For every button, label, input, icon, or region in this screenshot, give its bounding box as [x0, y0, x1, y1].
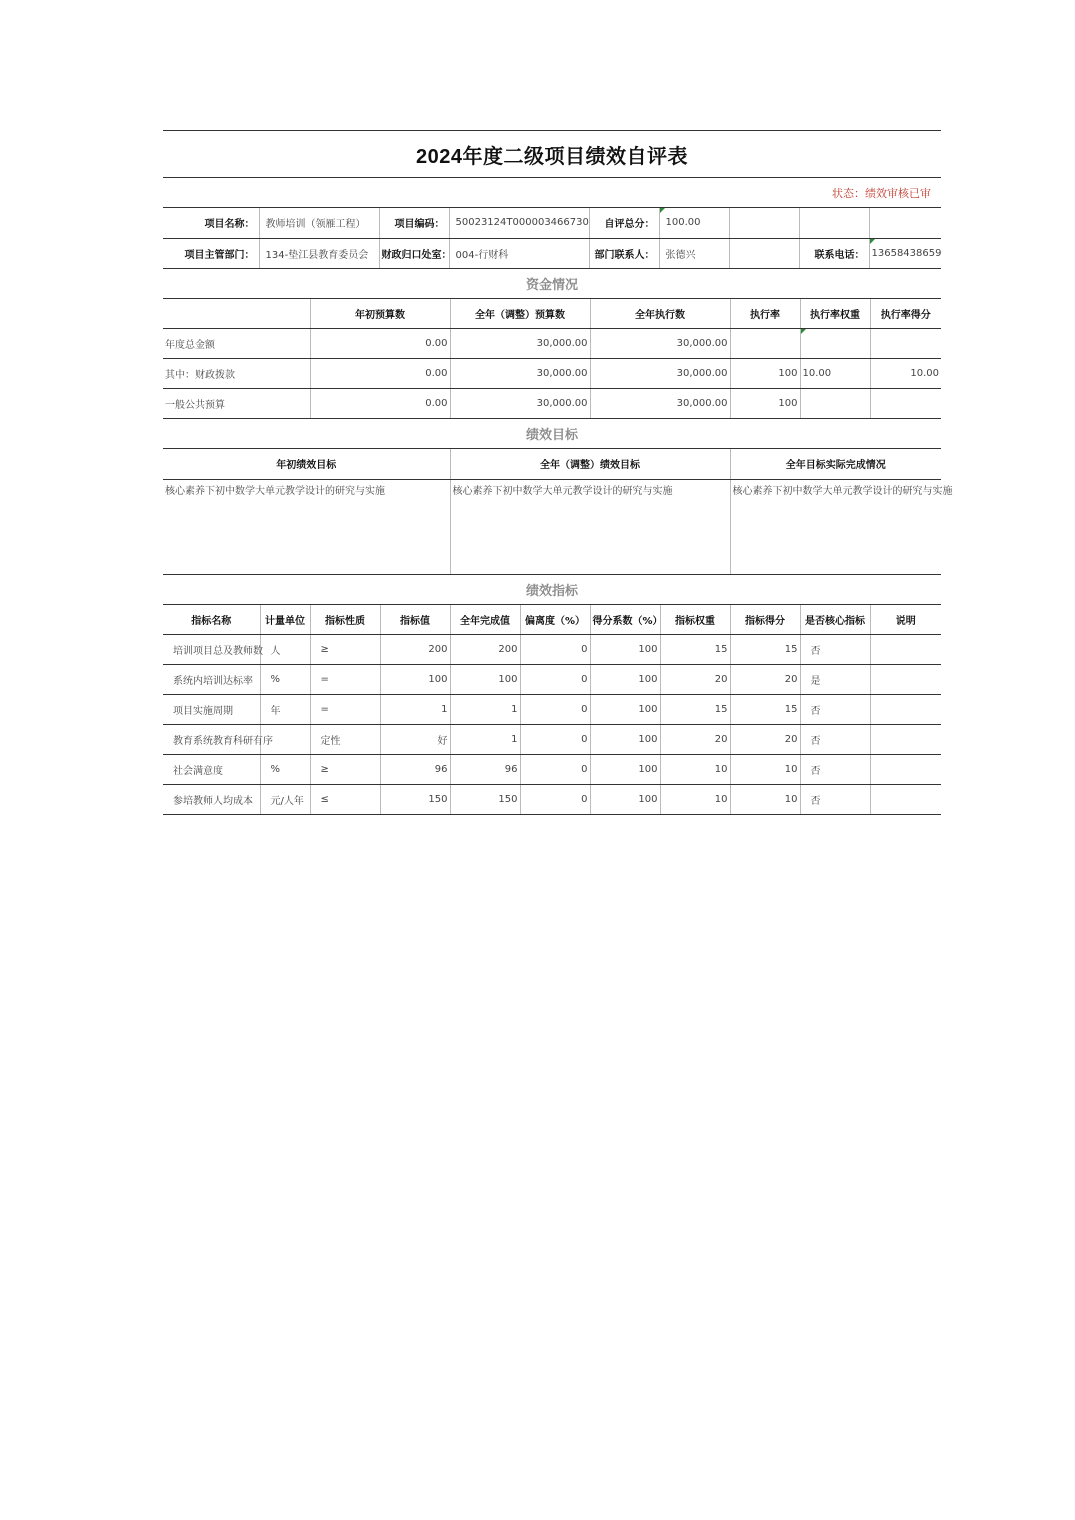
- funding-cell: 30,000.00: [450, 329, 590, 359]
- indicator-score: 15: [730, 695, 800, 725]
- actual-completion-text: 核心素养下初中数学大单元教学设计的研究与实施: [730, 479, 941, 574]
- initial-goal-text: 核心素养下初中数学大单元教学设计的研究与实施: [163, 479, 450, 574]
- funding-cell: [800, 389, 870, 419]
- funding-cell: 100: [730, 389, 800, 419]
- funding-row: [163, 389, 941, 419]
- funding-row-label: 年度总金额: [163, 329, 310, 359]
- funding-header-cell: 全年（调整）预算数: [450, 299, 590, 329]
- indicator-is-core: 是: [800, 665, 870, 695]
- indicator-deviation: 0: [520, 785, 590, 815]
- contact-label: 部门联系人：: [589, 238, 659, 268]
- goals-body-row: [163, 479, 941, 574]
- indicator-nature: =: [310, 695, 380, 725]
- info-empty-cell: [729, 238, 799, 268]
- page-title: 2024年度二级项目绩效自评表: [416, 145, 688, 168]
- indicators-header-cell: 说明: [870, 605, 941, 635]
- indicator-target: 好: [380, 725, 450, 755]
- funding-header-cell: 执行率得分: [870, 299, 941, 329]
- indicator-weight: 20: [660, 725, 730, 755]
- indicator-actual: 150: [450, 785, 520, 815]
- indicator-score-coef: 100: [590, 725, 660, 755]
- indicator-nature: ≤: [310, 785, 380, 815]
- indicator-row: [163, 635, 941, 665]
- project-name-label: 项目名称：: [163, 208, 259, 238]
- finance-label: 财政归口处室：: [379, 238, 449, 268]
- info-empty-cell: [869, 208, 941, 238]
- indicators-header-cell: 偏离度（%）: [520, 605, 590, 635]
- funding-header-cell: 执行率权重: [800, 299, 870, 329]
- indicators-section-title: 绩效指标: [163, 575, 941, 605]
- goals-header-cell: 全年（调整）绩效目标: [450, 449, 730, 479]
- dept-label: 项目主管部门：: [163, 238, 259, 268]
- goals-header-cell: 年初绩效目标: [163, 449, 450, 479]
- indicator-note: [870, 785, 941, 815]
- status-row: [163, 178, 941, 208]
- indicator-nature: 定性: [310, 725, 380, 755]
- indicators-header-cell: 指标性质: [310, 605, 380, 635]
- info-empty-cell: [799, 208, 869, 238]
- funding-cell: 30,000.00: [590, 329, 730, 359]
- funding-cell: 30,000.00: [590, 359, 730, 389]
- indicator-note: [870, 695, 941, 725]
- indicator-score-coef: 100: [590, 785, 660, 815]
- goals-header-cell: 全年目标实际完成情况: [730, 449, 941, 479]
- status-text: 状态：绩效审核已审: [832, 186, 931, 200]
- info-row-1: [163, 208, 941, 238]
- indicator-unit: %: [260, 755, 310, 785]
- indicator-row: [163, 755, 941, 785]
- indicators-header-cell: 指标名称: [163, 605, 260, 635]
- indicator-target: 96: [380, 755, 450, 785]
- info-empty-cell: [729, 208, 799, 238]
- indicators-header-cell: 是否核心指标: [800, 605, 870, 635]
- indicator-score: 15: [730, 635, 800, 665]
- indicator-row: [163, 725, 941, 755]
- indicator-row: [163, 785, 941, 815]
- funding-cell: 30,000.00: [450, 359, 590, 389]
- indicator-name: 系统内培训达标率: [163, 665, 260, 695]
- indicator-is-core: 否: [800, 785, 870, 815]
- indicator-weight: 15: [660, 695, 730, 725]
- indicator-is-core: 否: [800, 725, 870, 755]
- indicator-unit: %: [260, 665, 310, 695]
- indicator-actual: 200: [450, 635, 520, 665]
- indicator-actual: 96: [450, 755, 520, 785]
- funding-cell: 0.00: [310, 359, 450, 389]
- indicator-score-coef: 100: [590, 755, 660, 785]
- goals-header-row: [163, 449, 941, 479]
- indicator-note: [870, 725, 941, 755]
- phone-value: [869, 238, 941, 268]
- funding-cell: [800, 329, 870, 359]
- indicator-actual: 100: [450, 665, 520, 695]
- funding-row: [163, 359, 941, 389]
- funding-cell: 30,000.00: [450, 389, 590, 419]
- self-score-value: [659, 208, 729, 238]
- indicator-name: 培训项目总及教师数: [163, 635, 260, 665]
- indicator-weight: 20: [660, 665, 730, 695]
- indicator-score-coef: 100: [590, 635, 660, 665]
- indicator-nature: ≥: [310, 635, 380, 665]
- indicator-score: 10: [730, 785, 800, 815]
- indicators-header-cell: 指标权重: [660, 605, 730, 635]
- funding-header-row: [163, 299, 941, 329]
- info-row-2: [163, 238, 941, 268]
- indicator-target: 150: [380, 785, 450, 815]
- indicator-weight: 10: [660, 755, 730, 785]
- funding-header-cell: 执行率: [730, 299, 800, 329]
- indicator-row: [163, 665, 941, 695]
- adjusted-goal-text: 核心素养下初中数学大单元教学设计的研究与实施: [450, 479, 730, 574]
- indicator-row: [163, 695, 941, 725]
- indicator-weight: 15: [660, 635, 730, 665]
- project-info-table: [163, 208, 941, 269]
- phone-text: 13658438659: [871, 247, 942, 259]
- indicator-unit: 人: [260, 635, 310, 665]
- indicator-score: 20: [730, 665, 800, 695]
- indicator-target: 200: [380, 635, 450, 665]
- funding-row-label: 其中：财政拨款: [163, 359, 310, 389]
- indicator-target: 1: [380, 695, 450, 725]
- indicator-nature: ≥: [310, 755, 380, 785]
- indicator-deviation: 0: [520, 725, 590, 755]
- evaluation-sheet: [163, 130, 953, 815]
- finance-value: 004-行财科: [449, 238, 589, 268]
- indicator-score-coef: 100: [590, 695, 660, 725]
- self-score-label: 自评总分：: [589, 208, 659, 238]
- phone-label: 联系电话：: [799, 238, 869, 268]
- funding-cell: 10.00: [870, 359, 941, 389]
- indicator-is-core: 否: [800, 755, 870, 785]
- indicator-score: 10: [730, 755, 800, 785]
- funding-cell: 100: [730, 359, 800, 389]
- indicator-weight: 10: [660, 785, 730, 815]
- indicators-table: [163, 605, 941, 816]
- goals-section-title: 绩效目标: [163, 419, 941, 449]
- indicator-target: 100: [380, 665, 450, 695]
- indicator-name: 参培教师人均成本: [163, 785, 260, 815]
- indicator-score: 20: [730, 725, 800, 755]
- funding-cell: 30,000.00: [590, 389, 730, 419]
- funding-table: [163, 299, 941, 420]
- indicators-header-cell: 得分系数（%）: [590, 605, 660, 635]
- funding-row: [163, 329, 941, 359]
- funding-cell: [730, 329, 800, 359]
- funding-cell: 10.00: [800, 359, 870, 389]
- goals-table: [163, 449, 953, 575]
- indicators-header-row: [163, 605, 941, 635]
- indicator-deviation: 0: [520, 755, 590, 785]
- title-row: [163, 130, 941, 178]
- funding-cell: 0.00: [310, 329, 450, 359]
- indicator-score-coef: 100: [590, 665, 660, 695]
- project-name-value: 教师培训（领雁工程）: [259, 208, 379, 238]
- indicator-note: [870, 635, 941, 665]
- funding-row-label: 一般公共预算: [163, 389, 310, 419]
- dept-value: 134-垫江县教育委员会: [259, 238, 379, 268]
- indicators-header-cell: 计量单位: [260, 605, 310, 635]
- indicator-note: [870, 665, 941, 695]
- funding-header-cell: [163, 299, 310, 329]
- indicator-name: 项目实施周期: [163, 695, 260, 725]
- funding-cell: [870, 389, 941, 419]
- funding-header-cell: 全年执行数: [590, 299, 730, 329]
- indicator-note: [870, 755, 941, 785]
- indicator-name: 教育系统教育科研有序: [163, 725, 260, 755]
- indicator-actual: 1: [450, 725, 520, 755]
- indicator-actual: 1: [450, 695, 520, 725]
- indicator-is-core: 否: [800, 635, 870, 665]
- project-code-value: 50023124T000003466730: [449, 208, 589, 238]
- indicator-unit: 元/人年: [260, 785, 310, 815]
- project-code-label: 项目编码：: [379, 208, 449, 238]
- indicator-is-core: 否: [800, 695, 870, 725]
- indicator-name: 社会满意度: [163, 755, 260, 785]
- indicator-deviation: 0: [520, 635, 590, 665]
- funding-header-cell: 年初预算数: [310, 299, 450, 329]
- indicator-nature: =: [310, 665, 380, 695]
- indicator-deviation: 0: [520, 665, 590, 695]
- indicators-header-cell: 指标值: [380, 605, 450, 635]
- indicators-header-cell: 指标得分: [730, 605, 800, 635]
- funding-cell: [870, 329, 941, 359]
- contact-value: 张德兴: [659, 238, 729, 268]
- indicators-header-cell: 全年完成值: [450, 605, 520, 635]
- indicator-unit: 年: [260, 695, 310, 725]
- self-score-text: 100.00: [665, 217, 701, 229]
- funding-cell: 0.00: [310, 389, 450, 419]
- funding-section-title: 资金情况: [163, 269, 941, 299]
- indicator-deviation: 0: [520, 695, 590, 725]
